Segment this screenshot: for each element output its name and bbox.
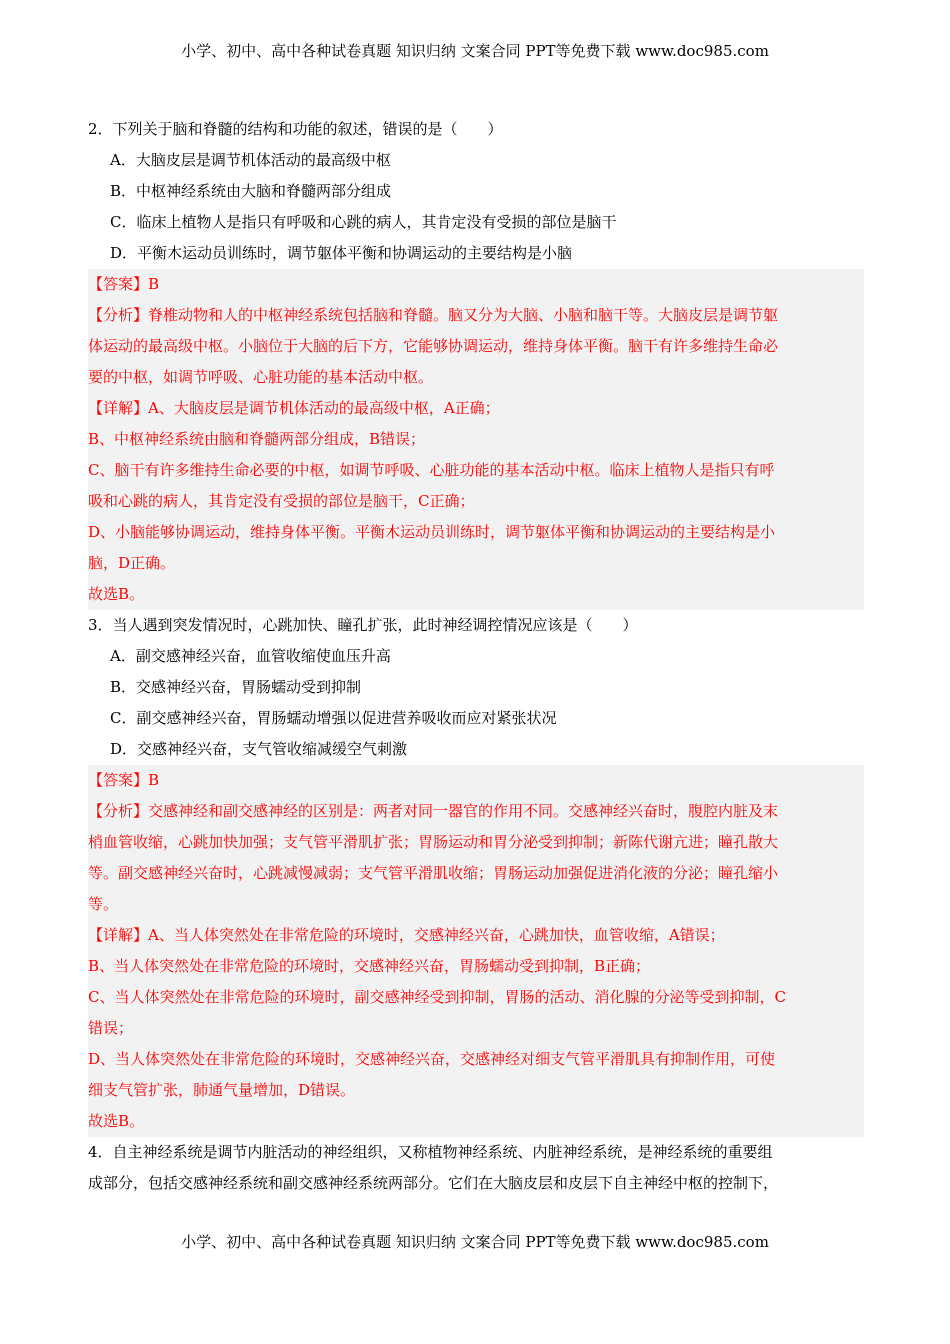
answer-tag: 【答案】 (88, 275, 149, 293)
answer-block-q2 (88, 269, 864, 610)
conclusion: 故选B。 (88, 585, 145, 603)
answer-tag: 【答案】 (88, 771, 149, 789)
detail-text: C、当人体突然处在非常危险的环境时，副交感神经受到抑制，胃肠的活动、消化腺的分泌等受到抑制，C (88, 988, 786, 1006)
detail-text: 错误； (88, 1019, 134, 1037)
answer-block-q3 (88, 765, 864, 1137)
detail-text: 吸和心跳的病人，其肯定没有受损的部位是脑干，C正确； (88, 492, 475, 510)
analysis-text: 脊椎动物和人的中枢神经系统包括脑和脊髓。脑又分为大脑、小脑和脑干等。大脑皮层是调节躯 (148, 306, 779, 324)
option-b: B．交感神经兴奋，胃肠蠕动受到抑制 (110, 678, 362, 696)
detail-text: A、大脑皮层是调节机体活动的最高级中枢，A正确； (148, 399, 500, 417)
detail-text: 细支气管扩张，肺通气量增加，D错误。 (88, 1081, 356, 1099)
option-a: A．大脑皮层是调节机体活动的最高级中枢 (110, 151, 391, 169)
question-4 (88, 1137, 864, 1199)
detail-tag: 【详解】 (88, 399, 149, 417)
option-a: A．副交感神经兴奋，血管收缩使血压升高 (110, 647, 391, 665)
page-header: 小学、初中、高中各种试卷真题 知识归纳 文案合同 PPT等免费下载 www.doc985.com (181, 42, 769, 60)
analysis-text: 交感神经和副交感神经的区别是：两者对同一器官的作用不同。交感神经兴奋时，腹腔内脏及末 (148, 802, 779, 820)
question-stem: 4．自主神经系统是调节内脏活动的神经组织，又称植物神经系统、内脏神经系统，是神经系统的重要组 (88, 1143, 773, 1161)
analysis-text: 梢血管收缩，心跳加快加强；支气管平滑肌扩张；胃肠运动和胃分泌受到抑制；新陈代谢亢进；瞳孔散大 (88, 833, 779, 851)
detail-text: 脑，D正确。 (88, 554, 176, 572)
detail-text: A、当人体突然处在非常危险的环境时，交感神经兴奋，心跳加快，血管收缩，A错误； (148, 926, 725, 944)
detail-tag: 【详解】 (88, 926, 149, 944)
analysis-tag: 【分析】 (88, 306, 149, 324)
analysis-tag: 【分析】 (88, 802, 149, 820)
conclusion: 故选B。 (88, 1112, 145, 1130)
detail-text: D、小脑能够协调运动，维持身体平衡。平衡木运动员训练时，调节躯体平衡和协调运动的主要结构是小 (88, 523, 776, 541)
detail-text: D、当人体突然处在非常危险的环境时，交感神经兴奋，交感神经对细支气管平滑肌具有抑制作用，可使 (88, 1050, 776, 1068)
option-d: D．平衡木运动员训练时，调节躯体平衡和协调运动的主要结构是小脑 (110, 244, 573, 262)
question-stem: 2．下列关于脑和脊髓的结构和功能的叙述，错误的是（ ） (88, 120, 503, 138)
answer-value: B (148, 771, 160, 789)
analysis-text: 体运动的最高级中枢。小脑位于大脑的后下方，它能够协调运动，维持身体平衡。脑干有许多维持生命必 (88, 337, 779, 355)
analysis-text: 等。 (88, 895, 119, 913)
question-2 (88, 114, 864, 269)
option-d: D．交感神经兴奋，支气管收缩减缓空气刺激 (110, 740, 408, 758)
document-body (88, 114, 864, 1199)
analysis-text: 等。副交感神经兴奋时，心跳减慢减弱；支气管平滑肌收缩；胃肠运动加强促进消化液的分泌；瞳孔缩小 (88, 864, 779, 882)
option-c: C．副交感神经兴奋，胃肠蠕动增强以促进营养吸收而应对紧张状况 (110, 709, 557, 727)
detail-text: B、中枢神经系统由脑和脊髓两部分组成，B错误； (88, 430, 426, 448)
answer-value: B (148, 275, 160, 293)
analysis-text: 要的中枢，如调节呼吸、心脏功能的基本活动中枢。 (88, 368, 434, 386)
option-b: B．中枢神经系统由大脑和脊髓两部分组成 (110, 182, 392, 200)
question-stem-continued: 成部分，包括交感神经系统和副交感神经系统两部分。它们在大脑皮层和皮层下自主神经中枢的控制下， (88, 1174, 779, 1192)
question-stem: 3．当人遇到突发情况时，心跳加快、瞳孔扩张，此时神经调控情况应该是（ ） (88, 616, 638, 634)
option-c: C．临床上植物人是指只有呼吸和心跳的病人，其肯定没有受损的部位是脑干 (110, 213, 617, 231)
question-3 (88, 610, 864, 765)
page-footer: 小学、初中、高中各种试卷真题 知识归纳 文案合同 PPT等免费下载 www.doc985.com (181, 1233, 769, 1251)
detail-text: C、脑干有许多维持生命必要的中枢，如调节呼吸、心脏功能的基本活动中枢。临床上植物人是指只有呼 (88, 461, 775, 479)
detail-text: B、当人体突然处在非常危险的环境时，交感神经兴奋，胃肠蠕动受到抑制，B正确； (88, 957, 651, 975)
